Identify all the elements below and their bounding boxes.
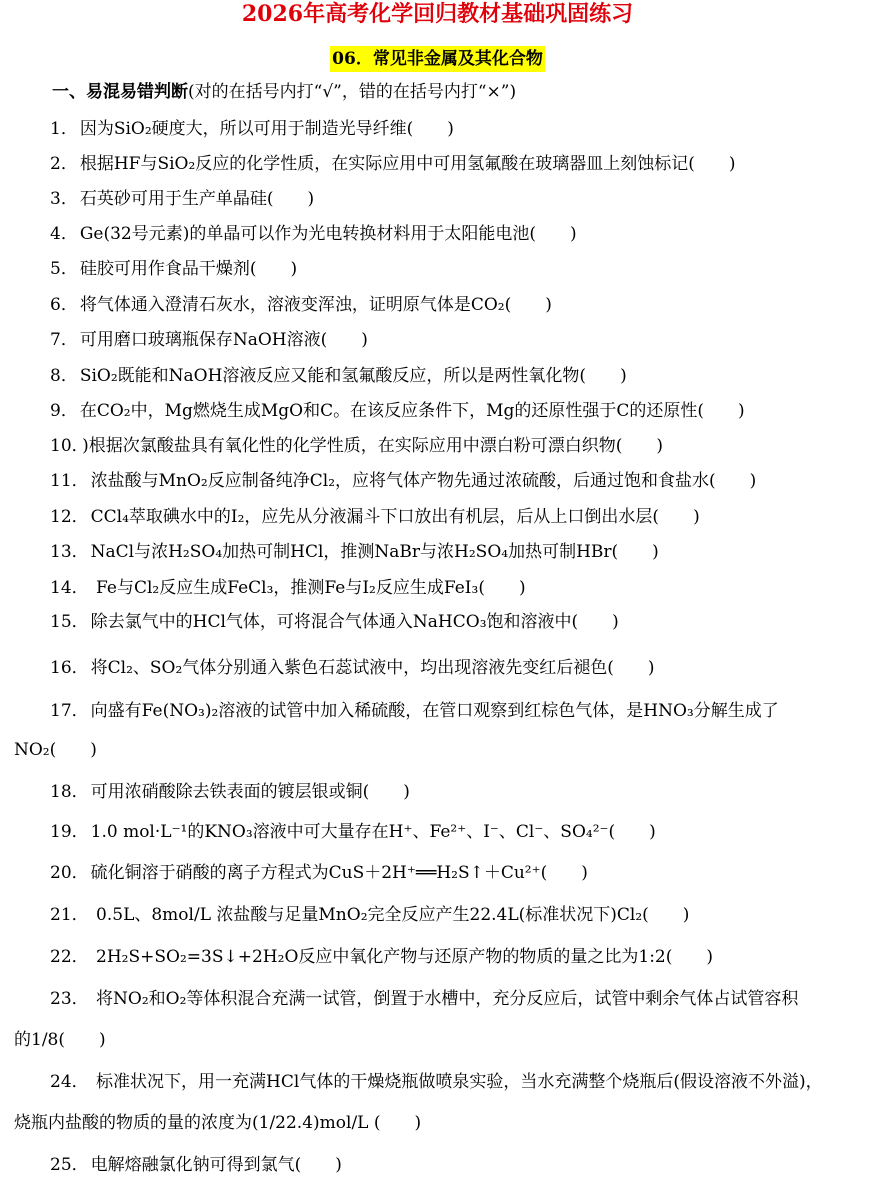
question-text: 在CO₂中，Mg燃烧生成MgO和C。在该反应条件下，Mg的还原性强于C的还原性( ): [79, 401, 745, 421]
section-heading: [52, 80, 516, 104]
question-item: [0, 861, 875, 885]
question-text: 硫化铜溶于硝酸的离子方程式为CuS＋2H⁺══H₂S↑＋Cu²⁺( ): [90, 863, 588, 883]
question-text: 向盛有Fe(NO₃)₂溶液的试管中加入稀硫酸，在管口观察到红棕色气体，是HNO₃分解生成了: [90, 701, 779, 721]
question-text: 1.0 mol·L⁻¹的KNO₃溶液中可大量存在H⁺、Fe²⁺、I⁻、Cl⁻、SO₄²⁻( ): [90, 822, 656, 842]
question-number: 10．: [50, 436, 81, 456]
question-item: [0, 117, 875, 141]
question-text: )根据次氯酸盐具有氧化性的化学性质，在实际应用中漂白粉可漂白织物( ): [82, 436, 664, 456]
question-number: 7．: [50, 330, 78, 350]
question-number: 23．: [50, 989, 89, 1009]
question-text: 标准状况下，用一充满HCl气体的干燥烧瓶做喷泉实验，当水充满整个烧瓶后(假设溶液不外溢)，: [90, 1072, 823, 1092]
question-item: [0, 187, 875, 211]
question-text: 可用浓硝酸除去铁表面的镀层银或铜( ): [90, 782, 410, 802]
question-text: SiO₂既能和NaOH溶液反应又能和氢氟酸反应，所以是两性氧化物( ): [79, 366, 627, 386]
section-title: 一、易混易错判断: [52, 82, 188, 102]
question-text: Ge(32号元素)的单晶可以作为光电转换材料用于太阳能电池( ): [79, 224, 577, 244]
question-item: [0, 576, 875, 600]
question-item: [0, 364, 875, 388]
question-number: 2．: [50, 154, 78, 174]
question-item: [0, 257, 875, 281]
question-number: 20．: [50, 863, 89, 883]
question-number: 4．: [50, 224, 78, 244]
question-number: 15．: [50, 612, 89, 632]
question-text: 根据HF与SiO₂反应的化学性质，在实际应用中可用氢氟酸在玻璃器皿上刻蚀标记( ): [79, 154, 736, 174]
subtitle-container: [0, 46, 875, 72]
question-number: 14．: [50, 578, 89, 598]
question-item: [0, 780, 875, 804]
question-number: 22．: [50, 947, 89, 967]
question-number: 9．: [50, 401, 78, 421]
question-item: [0, 505, 875, 529]
question-item: [0, 399, 875, 423]
question-number: 6．: [50, 295, 78, 315]
question-item: [0, 987, 875, 1011]
question-text: 可用磨口玻璃瓶保存NaOH溶液( ): [79, 330, 368, 350]
question-item: [0, 903, 875, 927]
question-number: 19．: [50, 822, 89, 842]
question-text: 电解熔融氯化钠可得到氯气( ): [90, 1155, 342, 1175]
question-text: 除去氯气中的HCl气体，可将混合气体通入NaHCO₃饱和溶液中( ): [90, 612, 619, 632]
question-item: [0, 540, 875, 564]
question-number: 11．: [50, 471, 89, 491]
question-text: 将Cl₂、SO₂气体分别通入紫色石蕊试液中，均出现溶液先变红后褪色( ): [90, 658, 655, 678]
question-item: [0, 1070, 875, 1094]
question-number: 16．: [50, 658, 89, 678]
question-number: 17．: [50, 701, 89, 721]
question-text: 浓盐酸与MnO₂反应制备纯净Cl₂，应将气体产物先通过浓硫酸，后通过饱和食盐水( ): [90, 471, 757, 491]
question-number: 5．: [50, 259, 78, 279]
question-item: [0, 328, 875, 352]
chapter-subtitle: 06．常见非金属及其化合物: [330, 46, 545, 72]
question-item: [0, 469, 875, 493]
question-text: 硅胶可用作食品干燥剂( ): [79, 259, 298, 279]
question-number: 3．: [50, 189, 78, 209]
question-number: 18．: [50, 782, 89, 802]
question-text: 2H₂S+SO₂=3S↓+2H₂O反应中氧化产物与还原产物的物质的量之比为1:2( ): [90, 947, 713, 967]
question-text-continued: 的1/8( ): [14, 1030, 106, 1050]
question-text: Fe与Cl₂反应生成FeCl₃，推测Fe与I₂反应生成FeI₃( ): [90, 578, 526, 598]
question-number: 12．: [50, 507, 89, 527]
question-number: 8．: [50, 366, 78, 386]
question-number: 21．: [50, 905, 89, 925]
question-text: 将气体通入澄清石灰水，溶液变浑浊，证明原气体是CO₂( ): [79, 295, 552, 315]
question-number: 13．: [50, 542, 89, 562]
question-text: NaCl与浓H₂SO₄加热可制HCl，推测NaBr与浓H₂SO₄加热可制HBr( ): [90, 542, 659, 562]
question-number: 25．: [50, 1155, 89, 1175]
question-text: CCl₄萃取碘水中的I₂，应先从分液漏斗下口放出有机层，后从上口倒出水层( ): [90, 507, 700, 527]
question-item: [0, 222, 875, 246]
question-text: 因为SiO₂硬度大，所以可用于制造光导纤维( ): [79, 119, 454, 139]
question-item: [0, 152, 875, 176]
question-item: [0, 699, 875, 723]
question-text: 0.5L、8mol/L 浓盐酸与足量MnO₂完全反应产生22.4L(标准状况下)Cl₂( ): [90, 905, 690, 925]
question-number: 24．: [50, 1072, 89, 1092]
question-text-continued: 烧瓶内盐酸的物质的量的浓度为(1/22.4)mol/L ( ): [14, 1113, 422, 1133]
question-item: [0, 610, 875, 634]
question-item: [0, 293, 875, 317]
question-text: 将NO₂和O₂等体积混合充满一试管，倒置于水槽中，充分反应后，试管中剩余气体占试管容积: [90, 989, 799, 1009]
question-text-continued: NO₂( ): [14, 740, 97, 760]
question-item: [0, 945, 875, 969]
section-instruction: (对的在括号内打“√”，错的在括号内打“×”): [188, 82, 517, 102]
question-item: [0, 1153, 875, 1177]
question-item: [0, 434, 875, 458]
question-text: 石英砂可用于生产单晶硅( ): [79, 189, 315, 209]
question-number: 1．: [50, 119, 78, 139]
question-item: [0, 820, 875, 844]
question-item: [0, 656, 875, 680]
page-title: 2026年高考化学回归教材基础巩固练习: [241, 1, 634, 27]
